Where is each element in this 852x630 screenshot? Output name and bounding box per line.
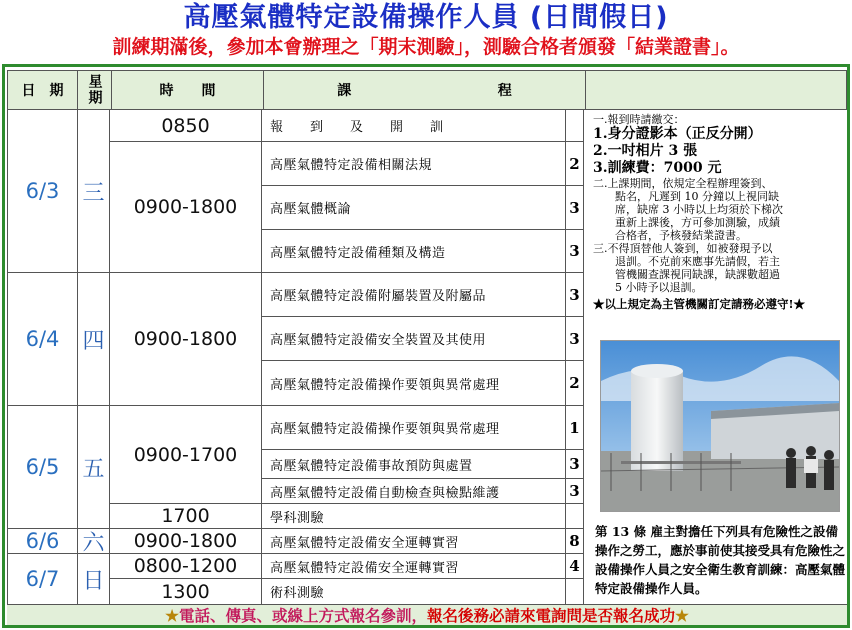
header-time: 時 間 (112, 71, 264, 109)
page-subtitle: 訓練期滿後，參加本會辦理之「期末測驗」，測驗合格者頒發「結業證書」。 (112, 36, 740, 58)
hours-cell: 8 (565, 528, 584, 554)
time-cell: 1300 (109, 578, 262, 605)
course-cell: 高壓氣體特定設備操作要領與異常處理 (261, 405, 566, 450)
date-cell: 6/3 (7, 109, 78, 273)
note-line: 管機關查課視同缺課，缺課數超過 (593, 268, 780, 281)
facility-photo (600, 340, 840, 512)
header-date: 日 期 (8, 71, 78, 109)
weekday-cell: 日 (77, 553, 110, 605)
note-line: 3.訓練費：7000 元 (593, 160, 722, 176)
note-line: 2.一吋相片 3 張 (593, 143, 698, 159)
header-notes (586, 71, 846, 109)
header-course: 課 程 (264, 71, 586, 109)
course-cell: 高壓氣體概論 (261, 185, 566, 230)
hours-cell (565, 578, 584, 605)
time-cell: 0900-1800 (109, 141, 262, 273)
schedule-frame (2, 64, 850, 628)
course-cell: 高壓氣體特定設備安全裝置及其使用 (261, 316, 566, 361)
hours-cell: 2 (565, 141, 584, 186)
course-cell: 高壓氣體特定設備安全運轉實習 (261, 553, 566, 579)
date-cell: 6/6 (7, 528, 78, 554)
rules-warning: ★以上規定為主管機關訂定請務必遵守!★ (593, 297, 806, 311)
note-line: 合格者，予核發結業證書。 (593, 229, 747, 242)
time-cell: 0900-1700 (109, 405, 262, 504)
course-cell: 術科測驗 (261, 578, 566, 605)
page-title: 高壓氣體特定設備操作人員 (日間假日) (183, 2, 669, 33)
registration-notes (593, 113, 847, 311)
note-line: 點名，凡遲到 10 分鐘以上視同缺 (593, 190, 779, 203)
hours-cell: 3 (565, 185, 584, 230)
star-icon: ★ (675, 605, 689, 625)
facility-photo-illustration (601, 341, 839, 511)
course-cell: 報 到 及 開 訓 (261, 109, 566, 142)
course-cell: 高壓氣體特定設備自動檢查與檢點維護 (261, 478, 566, 504)
footer-text-confirm: 報名後務必請來電詢問是否報名成功 (427, 606, 676, 625)
header-weekday: 星期 (78, 71, 112, 109)
note-line: 退訓。不克前來應事先請假，若主 (593, 255, 780, 268)
course-cell: 高壓氣體特定設備附屬裝置及附屬品 (261, 272, 566, 317)
course-cell: 高壓氣體特定設備安全運轉實習 (261, 528, 566, 554)
hours-cell: 3 (565, 449, 584, 479)
time-cell: 0800-1200 (109, 553, 262, 579)
hours-cell (565, 109, 584, 142)
hours-cell: 1 (565, 405, 584, 450)
weekday-cell: 五 (77, 405, 110, 529)
hours-cell: 3 (565, 229, 584, 273)
note-line: 席，缺席 3 小時以上均須於下梯次 (593, 203, 783, 216)
note-line: 5 小時予以退訓。 (593, 281, 703, 294)
table-header (7, 70, 847, 110)
time-cell: 1700 (109, 503, 262, 529)
weekday-cell: 四 (77, 272, 110, 406)
note-line: 1.身分證影本（正反分開） (593, 126, 762, 142)
date-cell: 6/7 (7, 553, 78, 605)
footer-text-signup: 電話、傳真、或線上方式報名參訓， (178, 606, 427, 625)
course-cell: 高壓氣體特定設備事故預防與處置 (261, 449, 566, 479)
hours-cell: 3 (565, 316, 584, 361)
course-cell: 學科測驗 (261, 503, 566, 529)
time-cell: 0850 (109, 109, 262, 142)
note-line: 三.不得頂替他人簽到，如被發現予以 (593, 242, 773, 255)
weekday-cell: 三 (77, 109, 110, 273)
hours-cell: 2 (565, 360, 584, 406)
hours-cell (565, 503, 584, 529)
course-cell: 高壓氣體特定設備種類及構造 (261, 229, 566, 273)
weekday-cell: 六 (77, 528, 110, 554)
hours-cell: 4 (565, 553, 584, 579)
note-line: 二.上課期間，依規定全程辦理簽到、 (593, 177, 773, 190)
note-line: 重新上課後，方可參加測驗，成績 (593, 216, 780, 229)
star-icon: ★ (165, 605, 179, 625)
safety-regulation-text: 第 13 條 雇主對擔任下列具有危險性之設備操作之勞工，應於事前使其接受具有危險性之設備操作人員之安全衛生教育訓練：高壓氣體特定設備操作人員。 (595, 524, 846, 596)
note-line: 一.報到時請繳交： (593, 113, 685, 126)
footer-banner (7, 604, 847, 625)
hours-cell: 3 (565, 272, 584, 317)
date-cell: 6/5 (7, 405, 78, 529)
date-cell: 6/4 (7, 272, 78, 406)
course-cell: 高壓氣體特定設備相關法規 (261, 141, 566, 186)
time-cell: 0900-1800 (109, 272, 262, 406)
course-cell: 高壓氣體特定設備操作要領與異常處理 (261, 360, 566, 406)
time-cell: 0900-1800 (109, 528, 262, 554)
hours-cell: 3 (565, 478, 584, 504)
